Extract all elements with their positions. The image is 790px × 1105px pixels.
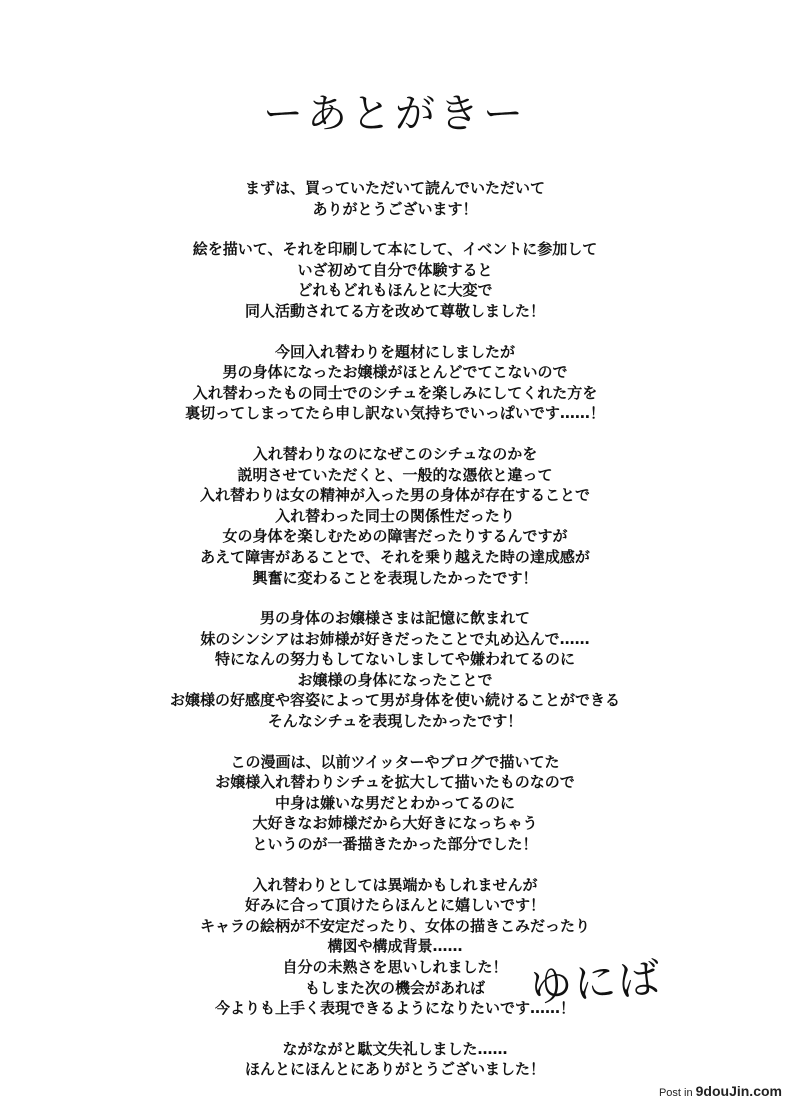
text-line: 入れ替わりは女の精神が入った男の身体が存在することで: [199, 486, 590, 505]
text-line: ありがとうございます！: [312, 199, 478, 218]
paragraph: [150, 1039, 640, 1080]
text-line: 入れ替わったもの同士でのシチュを楽しみにしてくれた方を: [192, 383, 598, 402]
text-line: ながながと駄文失礼しました……: [282, 1039, 508, 1058]
text-line: 入れ替わりとしては異端かもしれませんが: [252, 875, 538, 894]
author-signature: ゆにば: [528, 953, 664, 1012]
text-line: ほんとにほんとにありがとうございました！: [244, 1060, 545, 1079]
paragraph: [150, 239, 640, 321]
watermark: [659, 1083, 782, 1099]
text-line: この漫画は、以前ツイッターやブログで描いてた: [230, 752, 560, 771]
paragraph: [150, 178, 640, 219]
text-line: 興奮に変わることを表現したかったです！: [252, 568, 538, 587]
page-title: ーあとがきー: [263, 91, 527, 137]
text-line: 男の身体になったお嬢様がほとんどでてこないので: [222, 363, 568, 382]
text-line: 自分の未熟さを思いしれました！: [282, 958, 508, 976]
text-line: 大好きなお姉様だから大好きになっちゃう: [252, 814, 538, 833]
text-line: というのが一番描きたかった部分でした！: [252, 835, 538, 854]
text-line: 同人活動されてる方を改めて尊敬しました！: [244, 301, 545, 320]
text-line: キャラの絵柄が不安定だったり、女体の描きこみだったり: [199, 916, 590, 935]
text-line: 男の身体のお嬢様さまは記憶に飲まれて: [259, 609, 530, 628]
text-line: あえて障害があることで、それを乗り越えた時の達成感が: [200, 547, 590, 566]
paragraph: [150, 752, 640, 855]
watermark-prefix: Post in: [658, 1087, 693, 1099]
text-line: お嬢様の好感度や容姿によって男が身体を使い続けることができる: [169, 691, 620, 710]
text-line: 好みに合って頂けたらほんとに嬉しいです！: [244, 896, 545, 915]
paragraph: [150, 444, 640, 588]
paragraph: [150, 608, 640, 732]
text-line: お嬢様の身体になったことで: [297, 670, 493, 689]
paragraph: [150, 342, 640, 424]
text-line: 裏切ってしまってたら申し訳ない気持ちでいっぱいです……！: [185, 404, 605, 423]
text-line: 妹のシンシアはお姉様が好きだったことで丸め込んで……: [200, 629, 590, 648]
text-line: お嬢様入れ替わりシチュを拡大して描いたものなので: [215, 773, 575, 792]
text-line: 中身は嫌いな男だとわかってるのに: [274, 793, 515, 812]
text-line: 構図や構成背景……: [327, 937, 463, 956]
text-line: まずは、買っていただいて読んでいただいて: [244, 179, 545, 197]
text-line: どれもどれもほんとに大変で: [297, 281, 493, 300]
text-line: いざ初めて自分で体験すると: [297, 260, 493, 279]
text-line: 特になんの努力もしてないしましてや嫌われてるのに: [214, 650, 575, 669]
text-line: 女の身体を楽しむための障害だったりするんですが: [222, 527, 568, 546]
watermark-site: 9douJin.com: [695, 1083, 782, 1099]
text-line: 絵を描いて、それを印刷して本にして、イベントに参加して: [192, 240, 598, 259]
text-line: もしまた次の機会があれば: [304, 978, 485, 997]
text-line: 入れ替わった同士の関係性だったり: [275, 506, 515, 525]
text-line: 説明させていただくと、一般的な憑依と違って: [237, 465, 553, 484]
text-line: 今回入れ替わりを題材にしましたが: [274, 342, 515, 361]
text-line: そんなシチュを表現したかったです！: [267, 712, 523, 731]
text-line: 今よりも上手く表現できるようになりたいです……！: [214, 999, 575, 1018]
text-line: 入れ替わりなのになぜこのシチュなのかを: [252, 444, 538, 463]
